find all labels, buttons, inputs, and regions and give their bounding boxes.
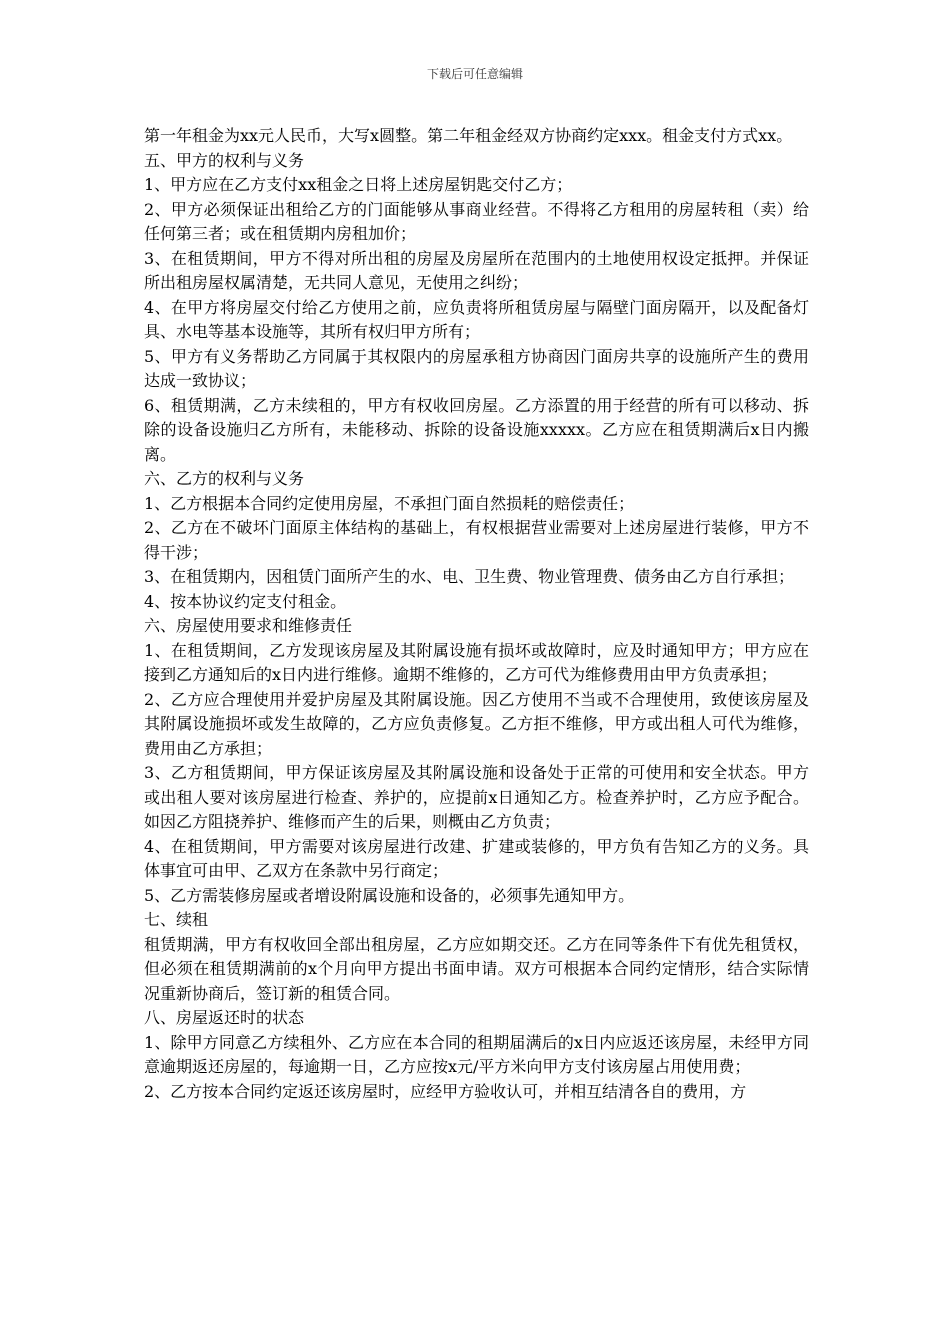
page-header: 下载后可任意编辑 bbox=[426, 67, 523, 81]
paragraph: 2、乙方在不破坏门面原主体结构的基础上，有权根据营业需要对上述房屋进行装修，甲方不得干涉； bbox=[144, 518, 809, 562]
paragraph: 3、在租赁期间，甲方不得对所出租的房屋及房屋所在范围内的土地使用权设定抵押。并保证所出租房屋权属清楚，无共同人意见，无使用之纠纷； bbox=[144, 248, 809, 292]
paragraph: 3、在租赁期内，因租赁门面所产生的水、电、卫生费、物业管理费、债务由乙方自行承担； bbox=[144, 567, 795, 586]
paragraph: 2、乙方按本合同约定返还该房屋时，应经甲方验收认可，并相互结清各自的费用，方 bbox=[144, 1081, 747, 1101]
paragraph: 1、乙方根据本合同约定使用房屋，不承担门面自然损耗的赔偿责任； bbox=[144, 493, 635, 513]
section-heading: 五、甲方的权利与义务 bbox=[144, 150, 305, 170]
paragraph: 1、除甲方同意乙方续租外、乙方应在本合同的租期届满后的x日内应返还该房屋，未经甲方同意逾期返还房屋的，每逾期一日，乙方应按x元/平方米向甲方支付该房屋占用使用费； bbox=[144, 1032, 809, 1076]
paragraph: 6、租赁期满，乙方未续租的，甲方有权收回房屋。乙方添置的用于经营的所有可以移动、拆除的设备设施归乙方所有，未能移动、拆除的设备设施xxxxx。乙方应在租赁期满后x日内搬离。 bbox=[144, 395, 809, 464]
paragraph: 2、甲方必须保证出租给乙方的门面能够从事商业经营。不得将乙方租用的房屋转租（卖）给任何第三者；或在租赁期内房租加价； bbox=[144, 199, 809, 243]
paragraph: 3、乙方租赁期间，甲方保证该房屋及其附属设施和设备处于正常的可使用和安全状态。甲方或出租人要对该房屋进行检查、养护的，应提前x日通知乙方。检查养护时，乙方应予配合。如因乙方阻挠养护、维修而产生的后果，则概由乙方负责； bbox=[144, 763, 809, 831]
paragraph: 4、按本协议约定支付租金。 bbox=[144, 591, 347, 611]
paragraph: 第一年租金为xx元人民币，大写x圆整。第二年租金经双方协商约定xxx。租金支付方式xx。 bbox=[144, 126, 793, 145]
paragraph: 1、在租赁期间，乙方发现该房屋及其附属设施有损坏或故障时，应及时通知甲方；甲方应在接到乙方通知后的x日内进行维修。逾期不维修的，乙方可代为维修费用由甲方负责承担； bbox=[144, 640, 809, 684]
section-heading: 八、房屋返还时的状态 bbox=[144, 1008, 305, 1027]
paragraph: 租赁期满，甲方有权收回全部出租房屋，乙方应如期交还。乙方在同等条件下有优先租赁权，但必须在租赁期满前的x个月向甲方提出书面申请。双方可根据本合同约定情形，结合实际情况重新协商后，签订新的租赁合同。 bbox=[144, 934, 809, 1003]
paragraph: 5、乙方需装修房屋或者增设附属设施和设备的，必须事先通知甲方。 bbox=[144, 885, 635, 905]
section-heading: 七、续租 bbox=[144, 910, 209, 929]
document-body bbox=[144, 124, 809, 1104]
section-heading: 六、房屋使用要求和维修责任 bbox=[144, 616, 353, 635]
paragraph: 1、甲方应在乙方支付xx租金之日将上述房屋钥匙交付乙方； bbox=[144, 175, 573, 194]
section-heading: 六、乙方的权利与义务 bbox=[144, 469, 305, 488]
paragraph: 4、在甲方将房屋交付给乙方使用之前，应负责将所租赁房屋与隔壁门面房隔开，以及配备灯具、水电等基本设施等，其所有权归甲方所有； bbox=[144, 297, 809, 341]
paragraph: 5、甲方有义务帮助乙方同属于其权限内的房屋承租方协商因门面房共享的设施所产生的费用达成一致协议； bbox=[144, 346, 809, 390]
paragraph: 2、乙方应合理使用并爱护房屋及其附属设施。因乙方使用不当或不合理使用，致使该房屋及其附属设施损坏或发生故障的，乙方应负责修复。乙方拒不维修，甲方或出租人可代为维修，费用由乙方承担； bbox=[144, 689, 809, 758]
paragraph: 4、在租赁期间，甲方需要对该房屋进行改建、扩建或装修的，甲方负有告知乙方的义务。具体事宜可由甲、乙双方在条款中另行商定； bbox=[144, 836, 809, 880]
